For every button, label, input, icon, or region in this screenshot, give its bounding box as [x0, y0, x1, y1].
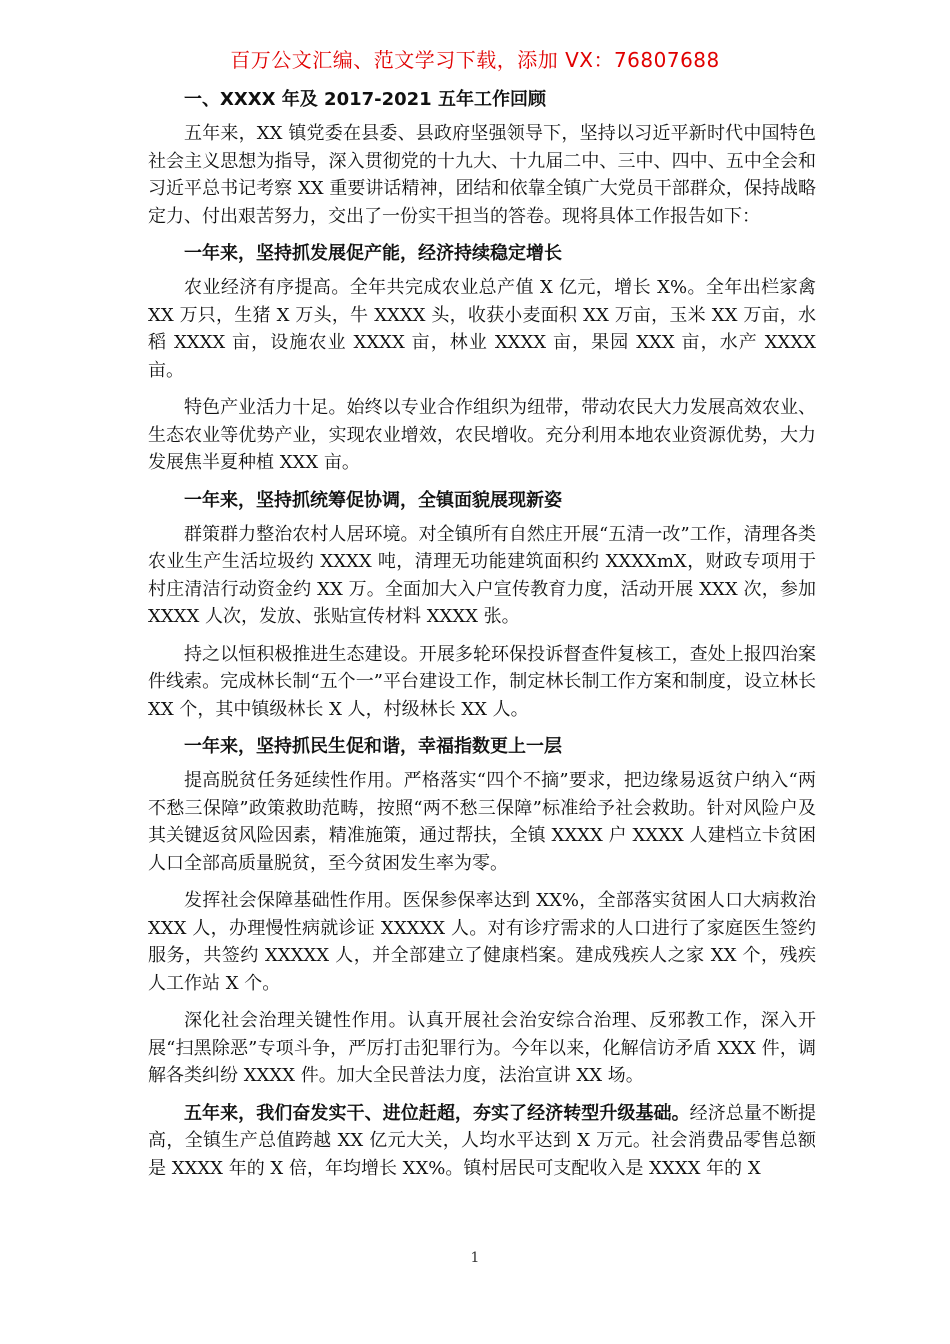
section-2-paragraph-2: 持之以恒积极推进生态建设。开展多轮环保投诉督查件复核工，查处上报四治案件线索。完成林长制“五个一”平台建设工作，制定林长制工作方案和制度，设立林长 XX 个，其中镇级林长 X 人，村级林长 XX 人。 — [148, 643, 816, 720]
watermark-banner: 百万公文汇编、范文学习下载，添加 VX：76807688 — [230, 48, 720, 72]
section-3-paragraph-3: 深化社会治理关键性作用。认真开展社会治安综合治理、反邪教工作，深入开展“扫黑除恶”专项斗争，严厉打击犯罪行为。今年以来，化解信访矛盾 XXX 件，调解各类纠纷 XXXX 件。加大全民普法力度，法治宣讲 XX 场。 — [148, 1010, 816, 1086]
section-3-paragraph-2: 发挥社会保障基础性作用。医保参保率达到 XX%，全部落实贫困人口大病救治 XXX 人，办理慢性病就诊证 XXXXX 人。对有诊疗需求的人口进行了家庭医生签约服务，共签约 XXXXX 人，并全部建立了健康档案。建成残疾人之家 XX 个，残疾人工作站 X 个。 — [148, 890, 816, 994]
section-3-title: 一年来，坚持抓民生促和谐，幸福指数更上一层 — [184, 736, 562, 757]
section-1-paragraph-2: 特色产业活力十足。始终以专业合作组织为纽带，带动农民大力发展高效农业、生态农业等优势产业，实现农业增效，农民增收。充分利用本地农业资源优势，大力发展焦半夏种植 XXX 亩。 — [148, 397, 816, 473]
document-body — [148, 86, 816, 1192]
section-1-title: 一年来，坚持抓发展促产能，经济持续稳定增长 — [184, 243, 562, 264]
page-number: 1 — [470, 1250, 480, 1266]
closing-lead: 五年来，我们奋发实干、进位赶超，夯实了经济转型升级基础。 — [184, 1102, 690, 1124]
closing-paragraph — [148, 1100, 816, 1183]
section-2-paragraph-1: 群策群力整治农村人居环境。对全镇所有自然庄开展“五清一改”工作，清理各类农业生产生活垃圾约 XXXX 吨，清理无功能建筑面积约 XXXXmX，财政专项用于村庄清洁行动资金约 XX 万。全面加大入户宣传教育力度，活动开展 XXX 次，参加 XXXX 人次，发放、张贴宣传材料 XXXX 张。 — [148, 523, 816, 627]
section-2-title: 一年来，坚持抓统筹促协调，全镇面貌展现新姿 — [184, 489, 562, 511]
closing-text: 经济总量不断提高，全镇生产总值跨越 XX 亿元大关，人均水平达到 X 万元。社会消费品零售总额是 XXXX 年的 X 倍，年均增长 XX%。镇村居民可支配收入是 XXXX 年的 X — [148, 1102, 817, 1179]
main-heading: 一、XXXX 年及 2017-2021 五年工作回顾 — [184, 89, 546, 110]
section-3-paragraph-1: 提高脱贫任务延续性作用。严格落实“四个不摘”要求，把边缘易返贫户纳入“两不愁三保障”政策救助范畴，按照“两不愁三保障”标准给予社会救助。针对风险户及其关键返贫风险因素，精准施策，通过帮扶，全镇 XXXX 户 XXXX 人建档立卡贫困人口全部高质量脱贫，至今贫困发生率为零。 — [148, 770, 816, 874]
intro-paragraph: 五年来，XX 镇党委在县委、县政府坚强领导下，坚持以习近平新时代中国特色社会主义思想为指导，深入贯彻党的十九大、十九届二中、三中、四中、五中全会和习近平总书记考察 XX 重要讲话精神，团结和依靠全镇广大党员干部群众，保持战略定力、付出艰苦努力，交出了一份实干担当的答卷。现将具体工作报告如下： — [148, 123, 816, 227]
section-1-paragraph-1: 农业经济有序提高。全年共完成农业总产值 X 亿元，增长 X%。全年出栏家禽 XX 万只，生猪 X 万头，牛 XXXX 头，收获小麦面积 XX 万亩，玉米 XX 万亩，水稻 XXXX 亩，设施农业 XXXX 亩，林业 XXXX 亩，果园 XXX 亩，水产 XXXX 亩。 — [148, 277, 816, 381]
